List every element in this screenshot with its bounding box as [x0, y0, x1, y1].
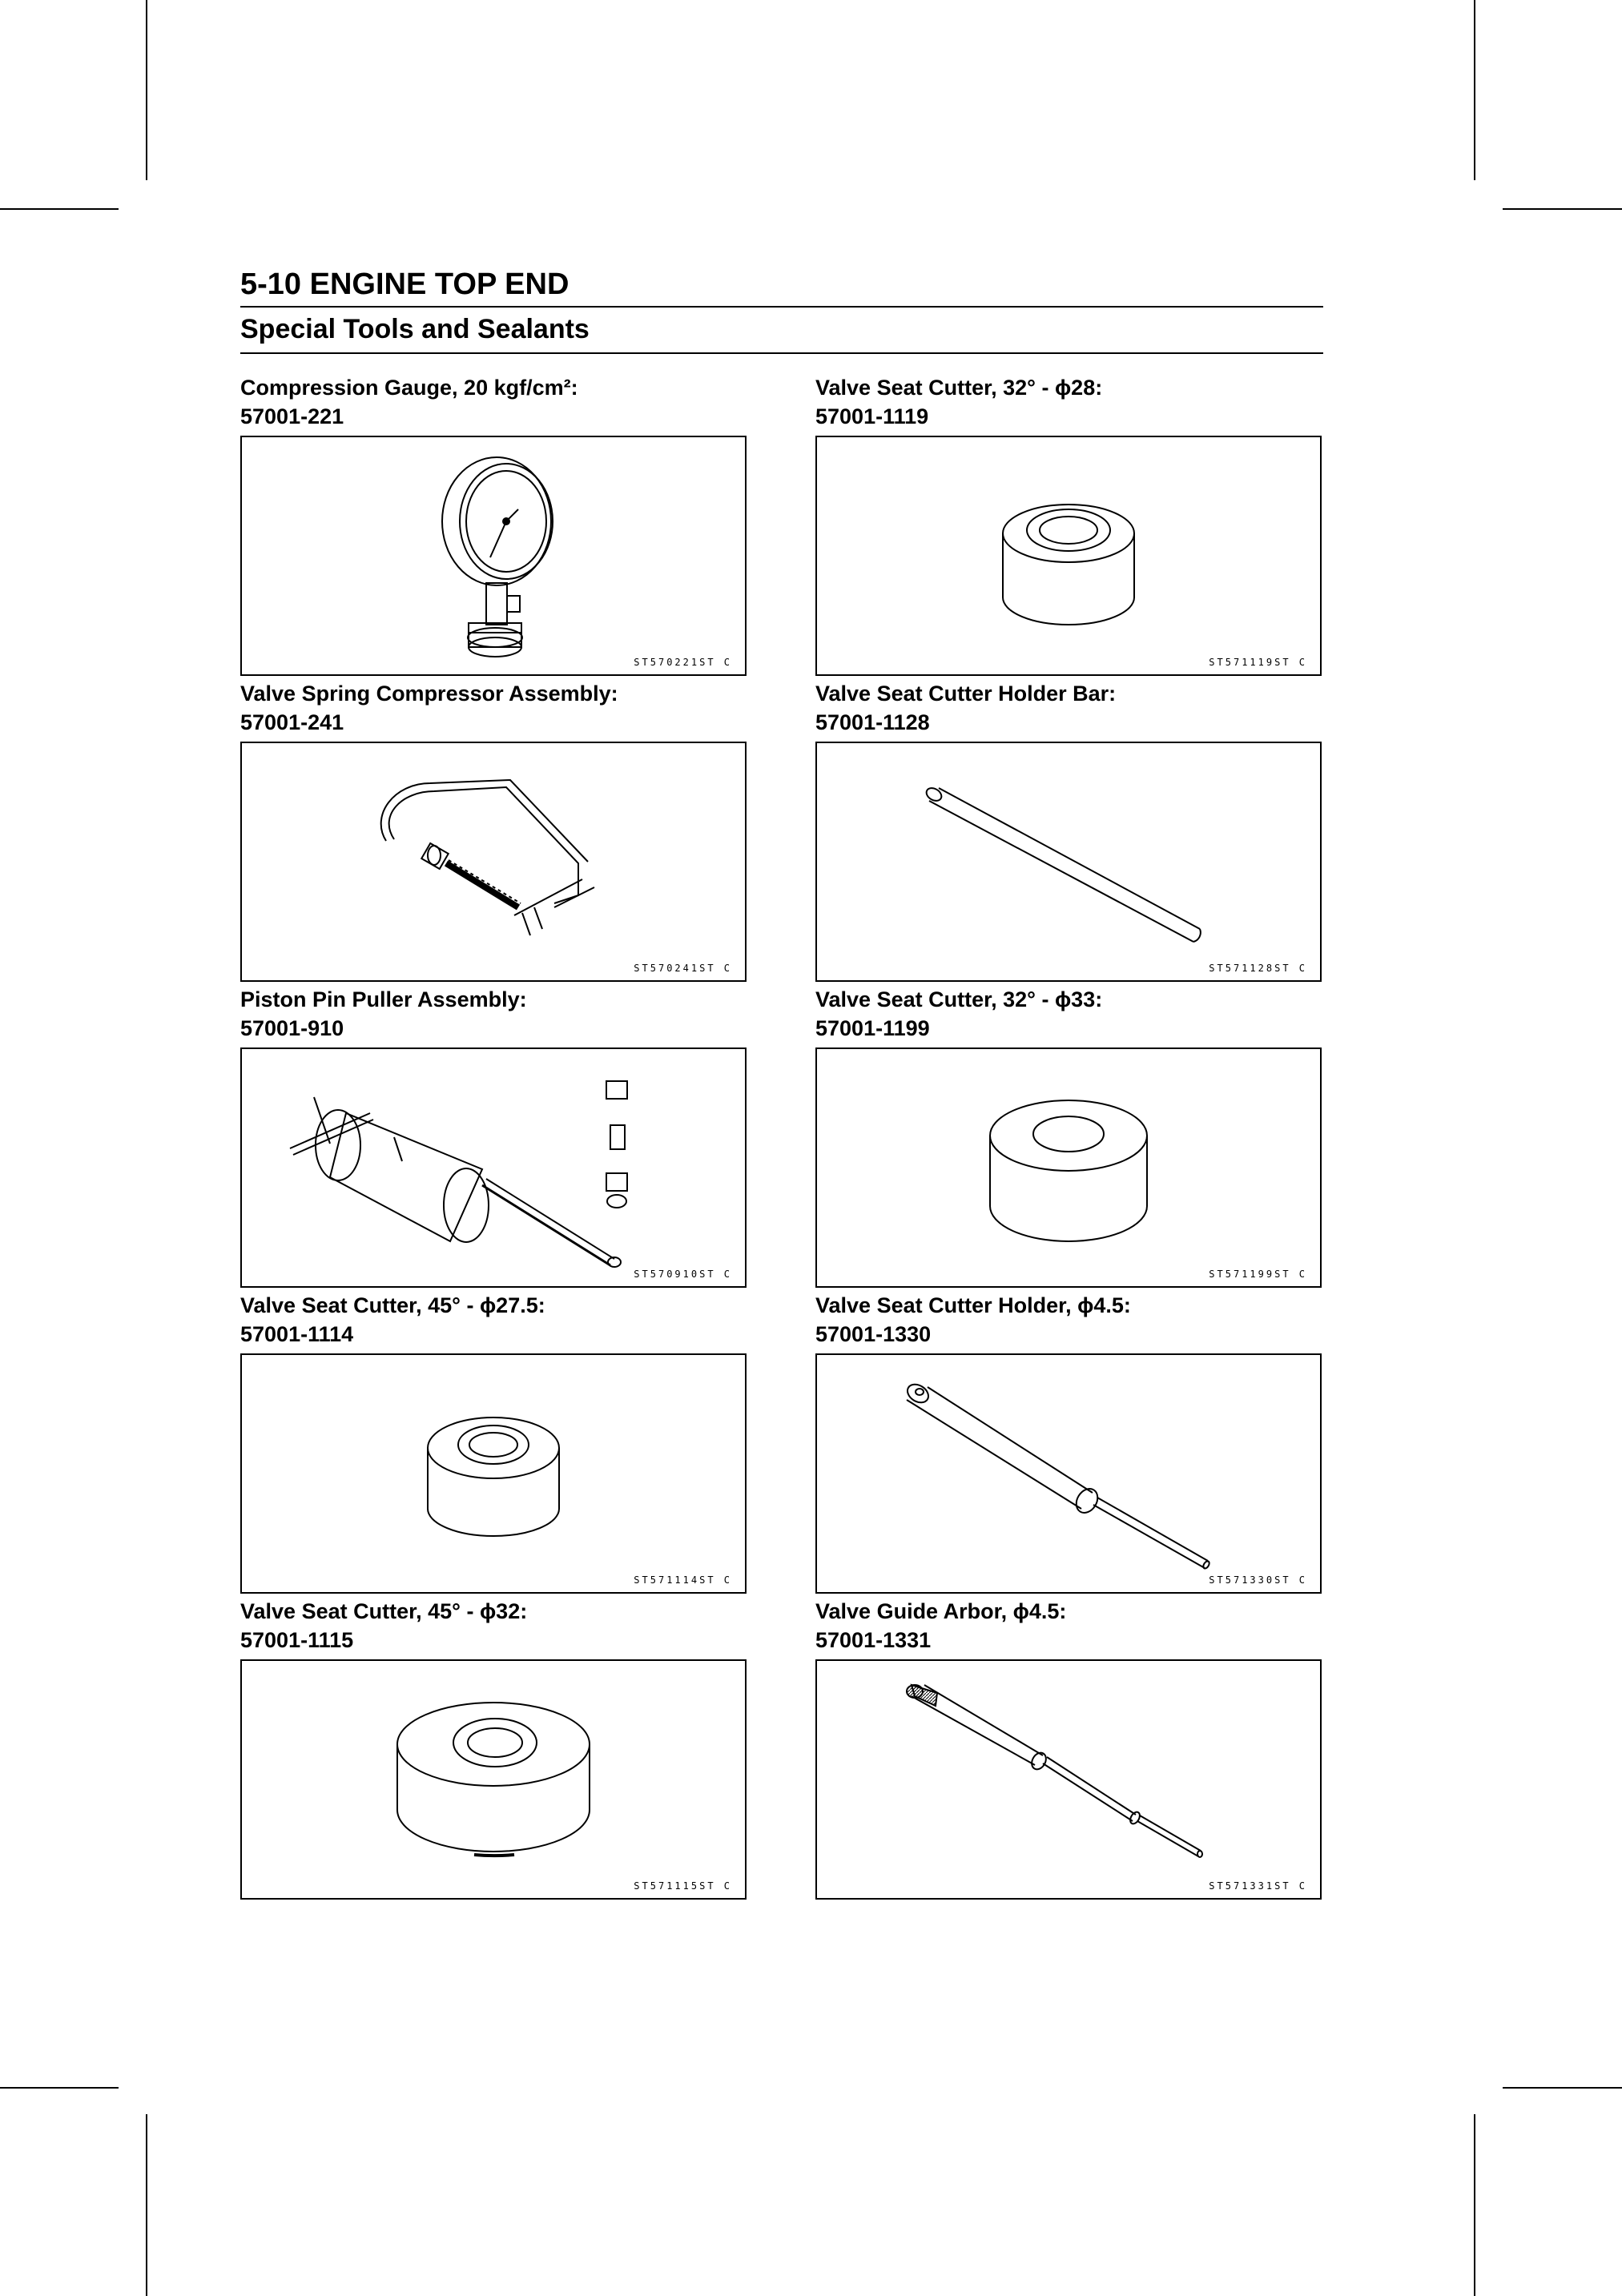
crop-mark	[1474, 2114, 1475, 2296]
tool-entry	[240, 985, 747, 1288]
illustration-code: ST571330ST C	[1209, 1574, 1307, 1586]
tool-entry	[815, 1291, 1322, 1594]
holder-bar-icon	[817, 743, 1320, 980]
tool-entry	[240, 1291, 747, 1594]
valve-seat-cutter-icon	[242, 1355, 745, 1592]
valve-seat-cutter-icon	[242, 1661, 745, 1898]
tool-name: Valve Seat Cutter Holder, ϕ4.5:	[815, 1293, 1131, 1317]
tool-part-number: 57001-910	[240, 1016, 344, 1040]
tool-illustration	[815, 1047, 1322, 1288]
valve-guide-arbor-icon	[817, 1661, 1320, 1898]
page-header	[240, 264, 1323, 354]
tool-part-number: 57001-1330	[815, 1322, 932, 1346]
valve-seat-cutter-icon	[817, 1049, 1320, 1286]
tool-part-number: 57001-1115	[240, 1628, 354, 1652]
compression-gauge-icon	[242, 437, 745, 674]
tool-part-number: 57001-241	[240, 710, 344, 734]
tool-part-number: 57001-1114	[240, 1322, 354, 1346]
crop-mark	[1503, 2087, 1622, 2089]
tool-name: Valve Seat Cutter Holder Bar:	[815, 682, 1117, 706]
tool-illustration	[815, 1659, 1322, 1900]
tool-part-number: 57001-1128	[815, 710, 930, 734]
tool-illustration	[240, 1659, 747, 1900]
header-rule	[240, 352, 1323, 354]
tool-name: Valve Seat Cutter, 32° - ϕ28:	[815, 376, 1103, 400]
tool-name: Piston Pin Puller Assembly:	[240, 987, 527, 1011]
crop-mark	[0, 208, 119, 210]
tool-entry	[815, 679, 1322, 982]
crop-mark	[146, 2114, 147, 2296]
crop-mark	[1474, 0, 1475, 180]
tool-name: Compression Gauge, 20 kgf/cm²:	[240, 376, 578, 400]
tool-part-number: 57001-1199	[815, 1016, 930, 1040]
crop-mark	[1503, 208, 1622, 210]
section-title: Special Tools and Sealants	[240, 314, 590, 344]
section-number: 5-10 ENGINE TOP END	[240, 267, 570, 301]
tool-illustration	[240, 742, 747, 982]
illustration-code: ST571199ST C	[1209, 1269, 1307, 1280]
illustration-code: ST571114ST C	[634, 1574, 732, 1586]
illustration-code: ST571331ST C	[1209, 1880, 1307, 1892]
tool-illustration	[815, 436, 1322, 676]
header-rule	[240, 306, 1323, 308]
tool-entry	[240, 373, 747, 676]
valve-seat-cutter-icon	[817, 437, 1320, 674]
tool-entry	[815, 985, 1322, 1288]
tool-entry	[815, 373, 1322, 676]
tool-name: Valve Guide Arbor, ϕ4.5:	[815, 1599, 1067, 1623]
illustration-code: ST571115ST C	[634, 1880, 732, 1892]
tool-entry	[815, 1597, 1322, 1900]
tool-illustration	[815, 1353, 1322, 1594]
piston-pin-puller-icon	[242, 1049, 745, 1286]
crop-mark	[0, 2087, 119, 2089]
tool-name: Valve Spring Compressor Assembly:	[240, 682, 618, 706]
cutter-holder-icon	[817, 1355, 1320, 1592]
tool-part-number: 57001-1331	[815, 1628, 932, 1652]
tool-illustration	[240, 436, 747, 676]
tool-entry	[240, 1597, 747, 1900]
valve-spring-compressor-icon	[242, 743, 745, 980]
crop-mark	[146, 0, 147, 180]
tool-entry	[240, 679, 747, 982]
illustration-code: ST570241ST C	[634, 963, 732, 974]
tool-name: Valve Seat Cutter, 32° - ϕ33:	[815, 987, 1103, 1011]
tool-illustration	[240, 1047, 747, 1288]
illustration-code: ST571119ST C	[1209, 657, 1307, 668]
tool-name: Valve Seat Cutter, 45° - ϕ32:	[240, 1599, 528, 1623]
tool-illustration	[815, 742, 1322, 982]
tool-part-number: 57001-1119	[815, 404, 929, 428]
illustration-code: ST570221ST C	[634, 657, 732, 668]
illustration-code: ST571128ST C	[1209, 963, 1307, 974]
tool-name: Valve Seat Cutter, 45° - ϕ27.5:	[240, 1293, 545, 1317]
tool-part-number: 57001-221	[240, 404, 344, 428]
tool-illustration	[240, 1353, 747, 1594]
illustration-code: ST570910ST C	[634, 1269, 732, 1280]
